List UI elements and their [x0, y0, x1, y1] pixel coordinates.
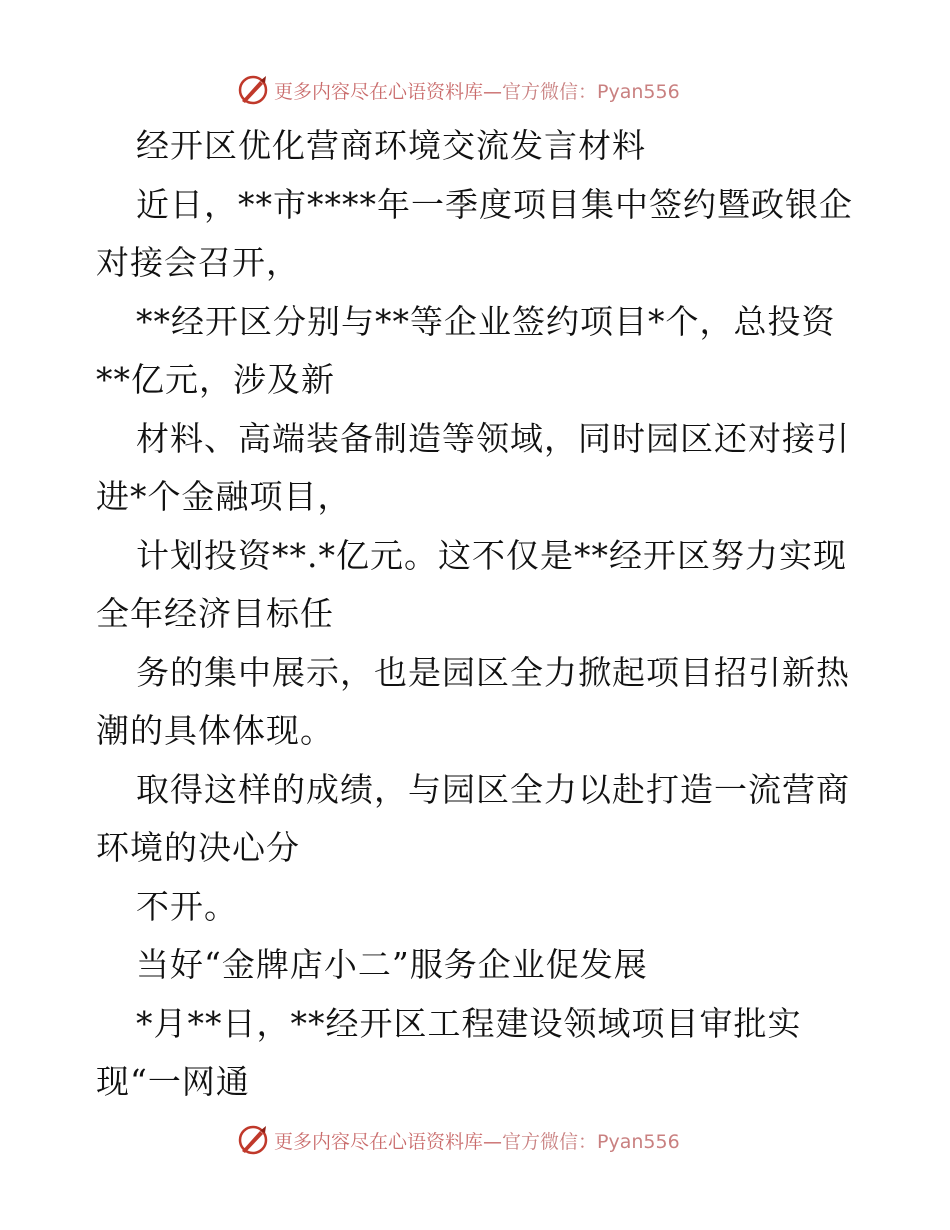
watermark-wechat: 官方微信：Pyan556 [502, 1130, 680, 1153]
quill-logo-icon [236, 1123, 270, 1157]
section-heading: 当好“金牌店小二”服务企业促发展 [136, 945, 648, 984]
text-line: 取得这样的成绩，与园区全力以赴打造一流营商 [136, 770, 850, 809]
text-line: 全年经济目标任 [96, 594, 334, 633]
text-line: 潮的具体体现。 [96, 711, 334, 750]
watermark-text [274, 77, 680, 104]
footer-watermark [0, 1120, 950, 1160]
watermark-lead: 更多内容尽在心语资料库 [274, 1130, 484, 1153]
text-line: **经开区分别与**等企业签约项目*个，总投资 [136, 302, 836, 341]
watermark-dash: — [483, 80, 503, 103]
watermark-wechat: 官方微信：Pyan556 [502, 80, 680, 103]
text-line: 计划投资**.*亿元。这不仅是**经开区努力实现 [136, 536, 847, 575]
text-line: 材料、高端装备制造等领域，同时园区还对接引 [136, 419, 850, 458]
text-line: *月**日，**经开区工程建设领域项目审批实 [136, 1004, 802, 1043]
watermark-lead: 更多内容尽在心语资料库 [274, 80, 484, 103]
document-title: 经开区优化营商环境交流发言材料 [136, 126, 646, 165]
watermark-dash: — [483, 1130, 503, 1153]
text-line: **亿元，涉及新 [96, 360, 335, 399]
text-line: 不开。 [136, 887, 238, 926]
text-line: 进*个金融项目， [96, 477, 352, 516]
watermark-text [274, 1127, 680, 1154]
quill-logo-icon [236, 73, 270, 107]
text-line: 近日，**市****年一季度项目集中签约暨政银企 [136, 185, 853, 224]
text-line: 对接会召开， [96, 243, 300, 282]
text-line: 环境的决心分 [96, 828, 300, 867]
text-line: 现“一网通 [96, 1062, 250, 1101]
text-line: 务的集中展示，也是园区全力掀起项目招引新热 [136, 653, 850, 692]
header-watermark [0, 70, 950, 110]
